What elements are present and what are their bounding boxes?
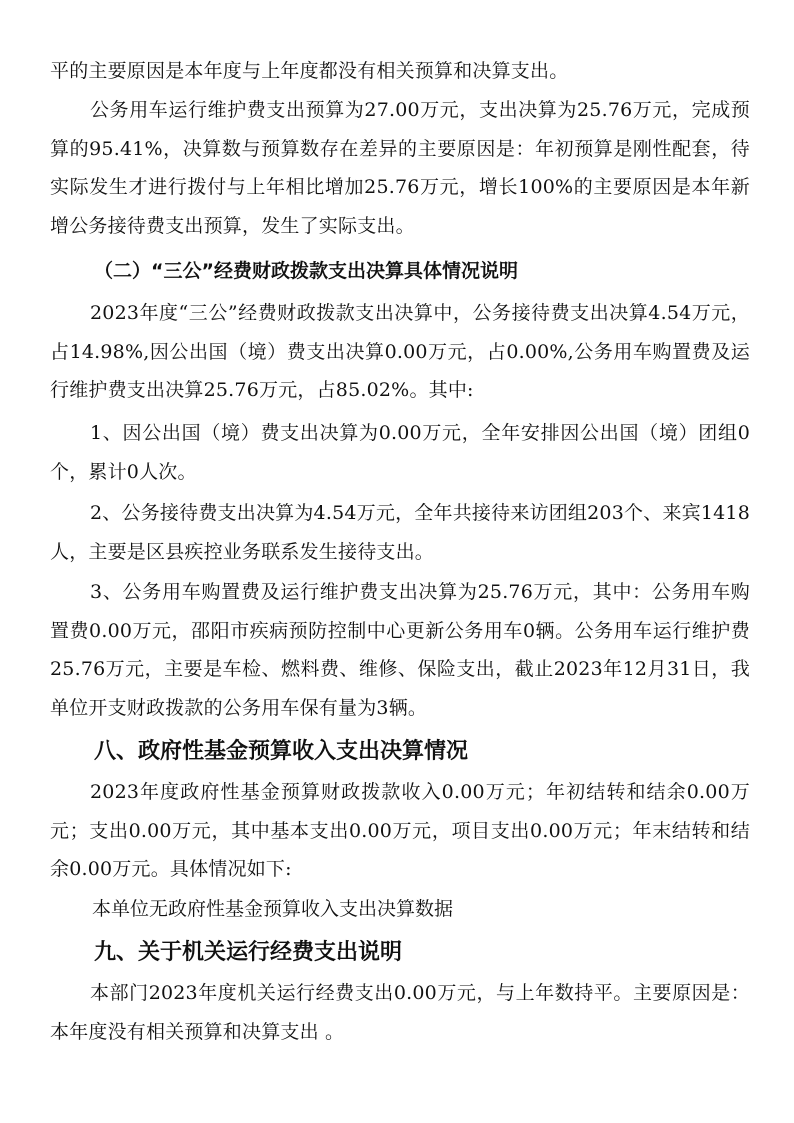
paragraph-government-fund: 2023年度政府性基金预算财政拨款收入0.00万元；年初结转和结余0.00万元；支出0.00万元，其中基本支出0.00万元，项目支出0.00万元；年末结转和结余0.00万元。具体情况如下: (50, 781, 750, 880)
paragraph-item-2-reception: 2、公务接待费支出决算为4.54万元，全年共接待来访团组203个、来宾1418人，主要是区县疾控业务联系发生接待支出。 (50, 502, 750, 563)
paragraph-item-3-vehicles: 3、公务用车购置费及运行维护费支出决算为25.76万元，其中：公务用车购置费0.00万元，邵阳市疾病预防控制中心更新公务用车0辆。公务用车运行维护费25.76万元，主要是车检、燃料费、维修、保险支出，截止2023年12月31日，我单位开支财政拨款的公务用车保有量为3辆。 (50, 581, 750, 719)
section-heading-8: 八、政府性基金预算收入支出决算情况 (94, 739, 469, 764)
paragraph-fund-note: 本单位无政府性基金预算收入支出决算数据 (92, 898, 454, 920)
paragraph-operating-expenses: 本部门2023年度机关运行经费支出0.00万元，与上年数持平。主要原因是：本年度没有相关预算和决算支出 。 (50, 982, 750, 1043)
section-heading-9: 九、关于机关运行经费支出说明 (94, 940, 403, 965)
subheading-three-public-expenses: （二）“三公”经费财政拨款支出决算具体情况说明 (94, 260, 518, 282)
paragraph-car-maintenance: 公务用车运行维护费支出预算为27.00万元，支出决算为25.76万元，完成预算的95.41%，决算数与预算数存在差异的主要原因是：年初预算是刚性配套，待实际发生才进行拨付与上年相比增加25.76万元，增长100%的主要原因是本年新增公务接待费支出预算，发生了实际支出。 (50, 99, 750, 237)
paragraph-three-public-total: 2023年度“三公”经费财政拨款支出决算中，公务接待费支出决算4.54万元，占14.98%,因公出国（境）费支出决算0.00万元，占0.00%,公务用车购置费及运行维护费支出决算25.76万元，占85.02%。其中: (50, 302, 750, 401)
paragraph-top-continuation: 平的主要原因是本年度与上年度都没有相关预算和决算支出。 (50, 60, 569, 82)
paragraph-item-1-overseas: 1、因公出国（境）费支出决算为0.00万元，全年安排因公出国（境）团组0个，累计0人次。 (50, 422, 750, 483)
